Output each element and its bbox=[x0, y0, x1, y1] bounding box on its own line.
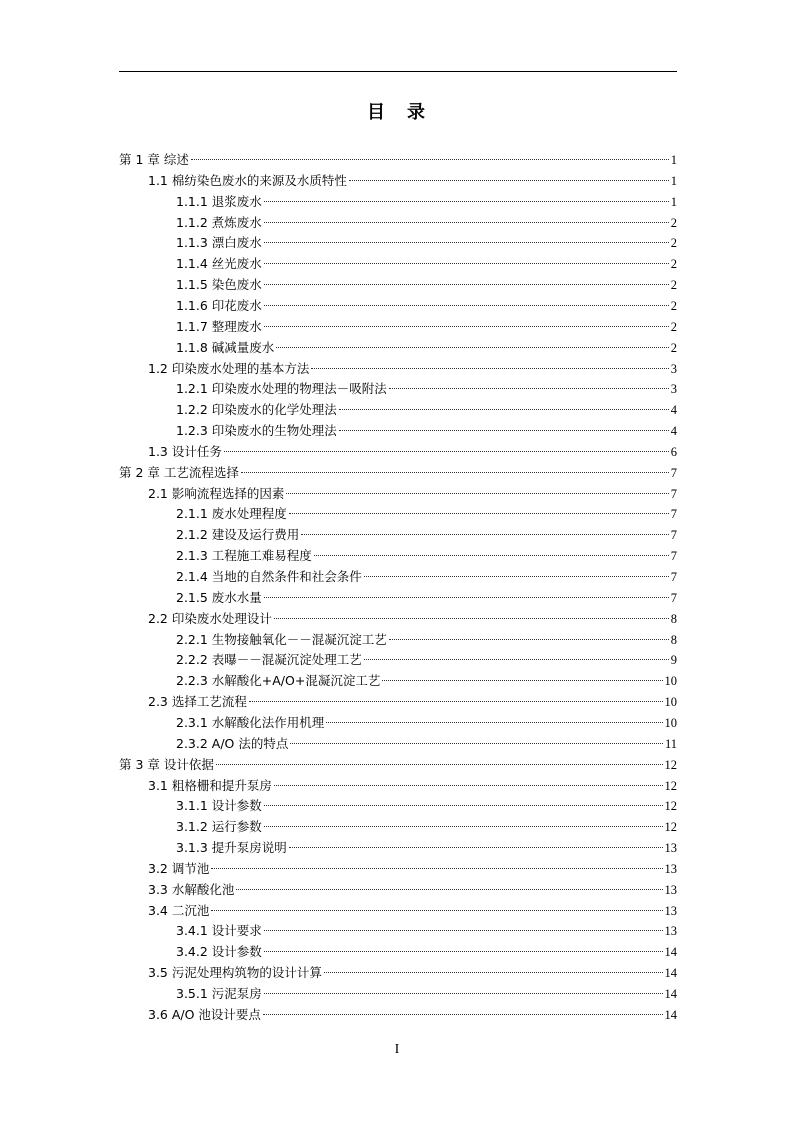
toc-leader-dots bbox=[264, 326, 669, 327]
toc-entry-page: 7 bbox=[670, 486, 677, 501]
toc-leader-dots bbox=[264, 805, 663, 806]
toc-entry-label: 3.2 调节池 bbox=[148, 860, 210, 876]
toc-entry[interactable] bbox=[148, 963, 677, 983]
toc-leader-dots bbox=[249, 701, 663, 702]
toc-entry[interactable] bbox=[148, 901, 677, 921]
toc-entry[interactable] bbox=[176, 921, 677, 941]
toc-entry[interactable] bbox=[176, 192, 677, 212]
toc-entry-page: 14 bbox=[664, 966, 677, 981]
toc-entry-label: 1.1.1 退浆废水 bbox=[176, 193, 262, 209]
toc-entry[interactable] bbox=[176, 400, 677, 420]
toc-entry-page: 7 bbox=[670, 528, 677, 543]
toc-entry-page: 3 bbox=[670, 361, 677, 376]
toc-leader-dots bbox=[286, 493, 668, 494]
toc-entry-page: 11 bbox=[664, 736, 677, 751]
toc-leader-dots bbox=[326, 722, 662, 723]
toc-entry-page: 12 bbox=[664, 757, 677, 772]
toc-entry-page: 2 bbox=[670, 278, 677, 293]
toc-entry-page: 13 bbox=[664, 882, 677, 897]
toc-entry[interactable] bbox=[176, 588, 677, 608]
toc-entry-label: 3.1.1 设计参数 bbox=[176, 798, 262, 814]
toc-leader-dots bbox=[314, 555, 669, 556]
toc-leader-dots bbox=[364, 659, 669, 660]
toc-entry-page: 1 bbox=[670, 173, 677, 188]
toc-entry[interactable] bbox=[176, 630, 677, 650]
toc-entry-page: 2 bbox=[670, 298, 677, 313]
toc-leader-dots bbox=[264, 222, 669, 223]
toc-entry-page: 7 bbox=[670, 570, 677, 584]
toc-leader-dots bbox=[274, 618, 669, 619]
toc-leader-dots bbox=[264, 263, 669, 264]
toc-entry[interactable] bbox=[176, 796, 677, 816]
toc-entry-label: 2.2.3 水解酸化+A/O+混凝沉淀工艺 bbox=[176, 673, 381, 689]
toc-entry[interactable] bbox=[176, 650, 677, 670]
toc-entry-label: 1.3 设计任务 bbox=[148, 443, 222, 459]
toc-entry-label: 1.1.3 漂白废水 bbox=[176, 235, 262, 251]
toc-entry[interactable] bbox=[176, 713, 677, 733]
toc-entry-page: 12 bbox=[664, 820, 677, 835]
toc-leader-dots bbox=[264, 993, 663, 994]
toc-entry-page: 10 bbox=[664, 695, 677, 710]
toc-leader-dots bbox=[264, 951, 663, 952]
toc-entry-page: 13 bbox=[664, 861, 677, 876]
toc-entry[interactable] bbox=[148, 692, 677, 712]
toc-entry[interactable] bbox=[148, 776, 677, 796]
toc-entry-label: 3.6 A/O 池设计要点 bbox=[148, 1006, 261, 1022]
toc-entry[interactable] bbox=[176, 567, 677, 587]
toc-entry[interactable] bbox=[119, 150, 677, 170]
toc-entry-label: 2.1.5 废水水量 bbox=[176, 589, 262, 605]
toc-entry-page: 9 bbox=[670, 653, 677, 668]
toc-entry[interactable] bbox=[176, 275, 677, 295]
toc-entry[interactable] bbox=[176, 942, 677, 962]
toc-entry-label: 2.1.1 废水处理程度 bbox=[176, 506, 287, 522]
toc-entry-label: 2.3.1 水解酸化法作用机理 bbox=[176, 714, 325, 730]
toc-entry-label: 1.1.2 煮炼废水 bbox=[176, 214, 262, 230]
toc-entry-label: 3.4.1 设计要求 bbox=[176, 923, 262, 939]
toc-leader-dots bbox=[264, 597, 669, 598]
toc-entry[interactable] bbox=[176, 671, 677, 691]
toc-entry-label: 第 1 章 综述 bbox=[119, 152, 189, 167]
toc-entry-page: 7 bbox=[670, 590, 677, 605]
toc-entry-page: 2 bbox=[670, 340, 677, 355]
toc-entry[interactable] bbox=[176, 254, 677, 274]
toc-leader-dots bbox=[264, 930, 663, 931]
toc-leader-dots bbox=[216, 764, 663, 765]
toc-entry[interactable] bbox=[176, 379, 677, 399]
toc-leader-dots bbox=[389, 639, 669, 640]
toc-entry[interactable] bbox=[148, 359, 677, 379]
toc-entry[interactable] bbox=[176, 213, 677, 233]
toc-entry-page: 2 bbox=[670, 257, 677, 272]
toc-leader-dots bbox=[211, 910, 662, 911]
toc-entry[interactable] bbox=[148, 880, 677, 900]
toc-entry-page: 10 bbox=[664, 715, 677, 730]
toc-entry-page: 7 bbox=[670, 549, 677, 564]
toc-entry-label: 1.1.7 整理废水 bbox=[176, 318, 262, 334]
toc-entry[interactable] bbox=[148, 1005, 677, 1025]
toc-entry[interactable] bbox=[176, 817, 677, 837]
toc-entry-label: 1.1 棉纺染色废水的来源及水质特性 bbox=[148, 172, 347, 188]
toc-entry[interactable] bbox=[176, 504, 677, 524]
toc-entry-label: 第 3 章 设计依据 bbox=[119, 756, 214, 772]
toc-entry[interactable] bbox=[176, 233, 677, 253]
toc-entry-label: 1.1.5 染色废水 bbox=[176, 277, 262, 293]
toc-entry-label: 1.1.6 印花废水 bbox=[176, 297, 262, 313]
toc-entry-label: 1.2.3 印染废水的生物处理法 bbox=[176, 423, 337, 439]
toc-leader-dots bbox=[224, 451, 669, 452]
toc-entry-label: 3.4.2 设计参数 bbox=[176, 944, 262, 960]
toc-entry[interactable] bbox=[176, 838, 677, 858]
toc-leader-dots bbox=[389, 388, 669, 389]
toc-entry[interactable] bbox=[148, 609, 677, 629]
toc-entry-label: 3.1 粗格栅和提升泵房 bbox=[148, 777, 272, 793]
toc-entry-page: 6 bbox=[670, 444, 677, 459]
toc-leader-dots bbox=[264, 305, 669, 306]
toc-entry-page: 2 bbox=[670, 215, 677, 230]
toc-entry-label: 1.2 印染废水处理的基本方法 bbox=[148, 360, 310, 376]
toc-leader-dots bbox=[301, 534, 668, 535]
toc-entry-label: 1.2.1 印染废水处理的物理法－吸附法 bbox=[176, 381, 387, 397]
toc-entry-page: 14 bbox=[664, 1007, 677, 1022]
toc-entry[interactable] bbox=[176, 296, 677, 316]
toc-entry-page: 2 bbox=[670, 319, 677, 334]
toc-entry-label: 2.1.2 建设及运行费用 bbox=[176, 527, 300, 543]
toc-entry-label: 3.5.1 污泥泵房 bbox=[176, 986, 262, 1001]
toc-entry-page: 8 bbox=[670, 611, 677, 626]
toc-entry-page: 10 bbox=[664, 674, 677, 689]
toc-entry-page: 7 bbox=[670, 507, 677, 522]
toc-entry-page: 14 bbox=[664, 945, 677, 960]
toc-entry-page: 13 bbox=[664, 903, 677, 918]
toc-entry-label: 3.5 污泥处理构筑物的设计计算 bbox=[148, 965, 322, 981]
toc-entry[interactable] bbox=[148, 171, 677, 191]
toc-entry-page: 7 bbox=[670, 465, 677, 480]
toc-entry-label: 2.1.3 工程施工难易程度 bbox=[176, 548, 312, 564]
toc-entry[interactable] bbox=[148, 442, 677, 462]
toc-leader-dots bbox=[274, 785, 663, 786]
page-title: 目 录 bbox=[367, 102, 427, 123]
toc-leader-dots bbox=[211, 868, 662, 869]
toc-entry-label: 2.3.2 A/O 法的特点 bbox=[176, 735, 289, 751]
header-rule bbox=[119, 71, 677, 72]
toc-leader-dots bbox=[264, 201, 669, 202]
toc-leader-dots bbox=[289, 847, 663, 848]
toc-entry[interactable] bbox=[119, 755, 677, 775]
toc-entry-label: 2.2.2 表曝－－混凝沉淀处理工艺 bbox=[176, 652, 362, 668]
toc-entry-label: 2.2 印染废水处理设计 bbox=[148, 610, 272, 626]
toc-entry-page: 3 bbox=[670, 382, 677, 397]
toc-leader-dots bbox=[241, 472, 669, 473]
toc-leader-dots bbox=[290, 743, 663, 744]
toc-leader-dots bbox=[339, 409, 669, 410]
toc-entry-page: 4 bbox=[670, 403, 677, 418]
toc-entry-label: 1.1.4 丝光废水 bbox=[176, 256, 262, 272]
toc-entry-page: 14 bbox=[664, 987, 677, 1001]
toc-entry-label: 2.3 选择工艺流程 bbox=[148, 694, 247, 710]
toc-entry[interactable] bbox=[148, 859, 677, 879]
toc-entry-label: 2.2.1 生物接触氧化－－混凝沉淀工艺 bbox=[176, 631, 387, 647]
toc-entry-page: 12 bbox=[664, 778, 677, 793]
toc-entry-page: 13 bbox=[664, 924, 677, 939]
toc-leader-dots bbox=[339, 430, 669, 431]
toc-entry[interactable] bbox=[176, 734, 677, 754]
toc-leader-dots bbox=[364, 576, 669, 577]
toc-entry-label: 1.2.2 印染废水的化学处理法 bbox=[176, 402, 337, 418]
page-number: I bbox=[394, 1042, 400, 1057]
toc-entry[interactable] bbox=[176, 525, 677, 545]
toc-entry-page: 2 bbox=[670, 236, 677, 251]
toc-leader-dots bbox=[382, 680, 662, 681]
toc-leader-dots bbox=[263, 1014, 663, 1015]
toc-entry-label: 3.1.2 运行参数 bbox=[176, 819, 262, 835]
toc-entry-page: 1 bbox=[670, 153, 677, 167]
toc-entry[interactable] bbox=[176, 317, 677, 337]
toc-leader-dots bbox=[276, 347, 668, 348]
toc-leader-dots bbox=[289, 513, 669, 514]
toc-entry[interactable] bbox=[176, 984, 677, 1004]
toc-entry-label: 3.1.3 提升泵房说明 bbox=[176, 840, 287, 856]
toc-entry-label: 2.1 影响流程选择的因素 bbox=[148, 485, 285, 501]
toc-leader-dots bbox=[191, 159, 669, 160]
toc-entry[interactable] bbox=[176, 338, 677, 358]
toc-entry-label: 第 2 章 工艺流程选择 bbox=[119, 464, 239, 480]
toc-leader-dots bbox=[236, 889, 662, 890]
toc-entry-page: 8 bbox=[670, 632, 677, 647]
toc-entry-page: 4 bbox=[670, 424, 677, 439]
toc-leader-dots bbox=[349, 180, 669, 181]
toc-entry-page: 12 bbox=[664, 799, 677, 814]
toc-leader-dots bbox=[264, 242, 669, 243]
toc-entry-label: 3.4 二沉池 bbox=[148, 902, 210, 918]
toc-entry-page: 1 bbox=[670, 194, 677, 209]
toc-leader-dots bbox=[264, 284, 669, 285]
toc-entry-label: 2.1.4 当地的自然条件和社会条件 bbox=[176, 569, 362, 584]
toc-entry-label: 1.1.8 碱减量废水 bbox=[176, 339, 275, 355]
toc-entry-label: 3.3 水解酸化池 bbox=[148, 881, 235, 897]
toc-leader-dots bbox=[324, 972, 663, 973]
toc-entry-page: 13 bbox=[664, 841, 677, 856]
toc-entry[interactable] bbox=[148, 484, 677, 504]
toc-leader-dots bbox=[264, 826, 663, 827]
toc-entry[interactable] bbox=[176, 421, 677, 441]
toc-leader-dots bbox=[311, 368, 668, 369]
toc-entry[interactable] bbox=[176, 546, 677, 566]
toc-entry[interactable] bbox=[119, 463, 677, 483]
